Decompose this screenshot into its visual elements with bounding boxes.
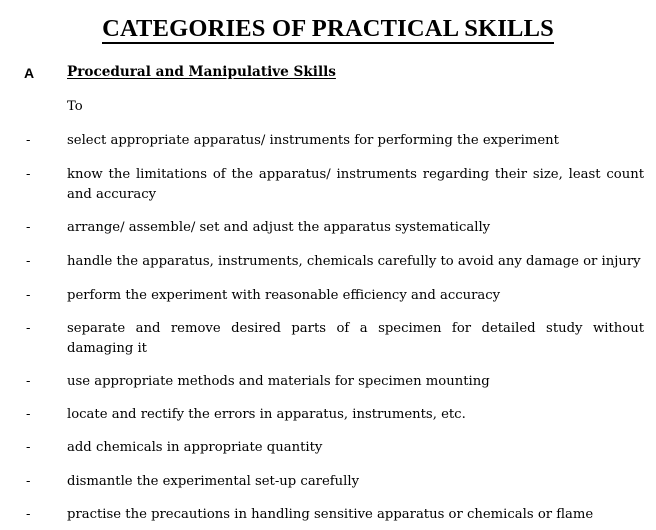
list-bullet: - [26,440,31,455]
list-item-text: use appropriate methods and materials for specimen mounting [67,374,490,389]
page-title-text: CATEGORIES OF PRACTICAL SKILLS [102,15,554,42]
list-bullet: - [26,254,31,269]
list-bullet: - [26,167,31,182]
list-item-text: separate and remove desired parts of a specimen for detailed study without damaging it [67,321,644,356]
list-bullet: - [26,374,31,389]
section-heading: Procedural and Manipulative Skills [67,64,336,80]
page-title [0,14,656,44]
list-item-text: know the limitations of the apparatus/ instruments regarding their size, least count and accuracy [67,167,644,202]
list-item-text: select appropriate apparatus/ instruments for performing the experiment [67,133,559,148]
list-item-text: practise the precautions in handling sensitive apparatus or chemicals or flame [67,507,594,522]
section-letter: A [24,65,35,81]
list-bullet: - [26,220,31,235]
list-bullet: - [26,321,31,336]
list-bullet: - [26,133,31,148]
list-bullet: - [26,474,31,489]
list-item-text: dismantle the experimental set-up carefully [67,474,360,489]
list-item-text: locate and rectify the errors in apparatus, instruments, etc. [67,407,466,422]
list-item-text: arrange/ assemble/ set and adjust the apparatus systematically [67,220,491,235]
list-bullet: - [26,507,31,522]
section-intro: To [67,99,83,114]
list-item-text: add chemicals in appropriate quantity [67,440,323,455]
list-item-text: handle the apparatus, instruments, chemicals carefully to avoid any damage or injury [67,254,641,269]
list-item-text: perform the experiment with reasonable efficiency and accuracy [67,288,501,303]
list-bullet: - [26,288,31,303]
list-bullet: - [26,407,31,422]
